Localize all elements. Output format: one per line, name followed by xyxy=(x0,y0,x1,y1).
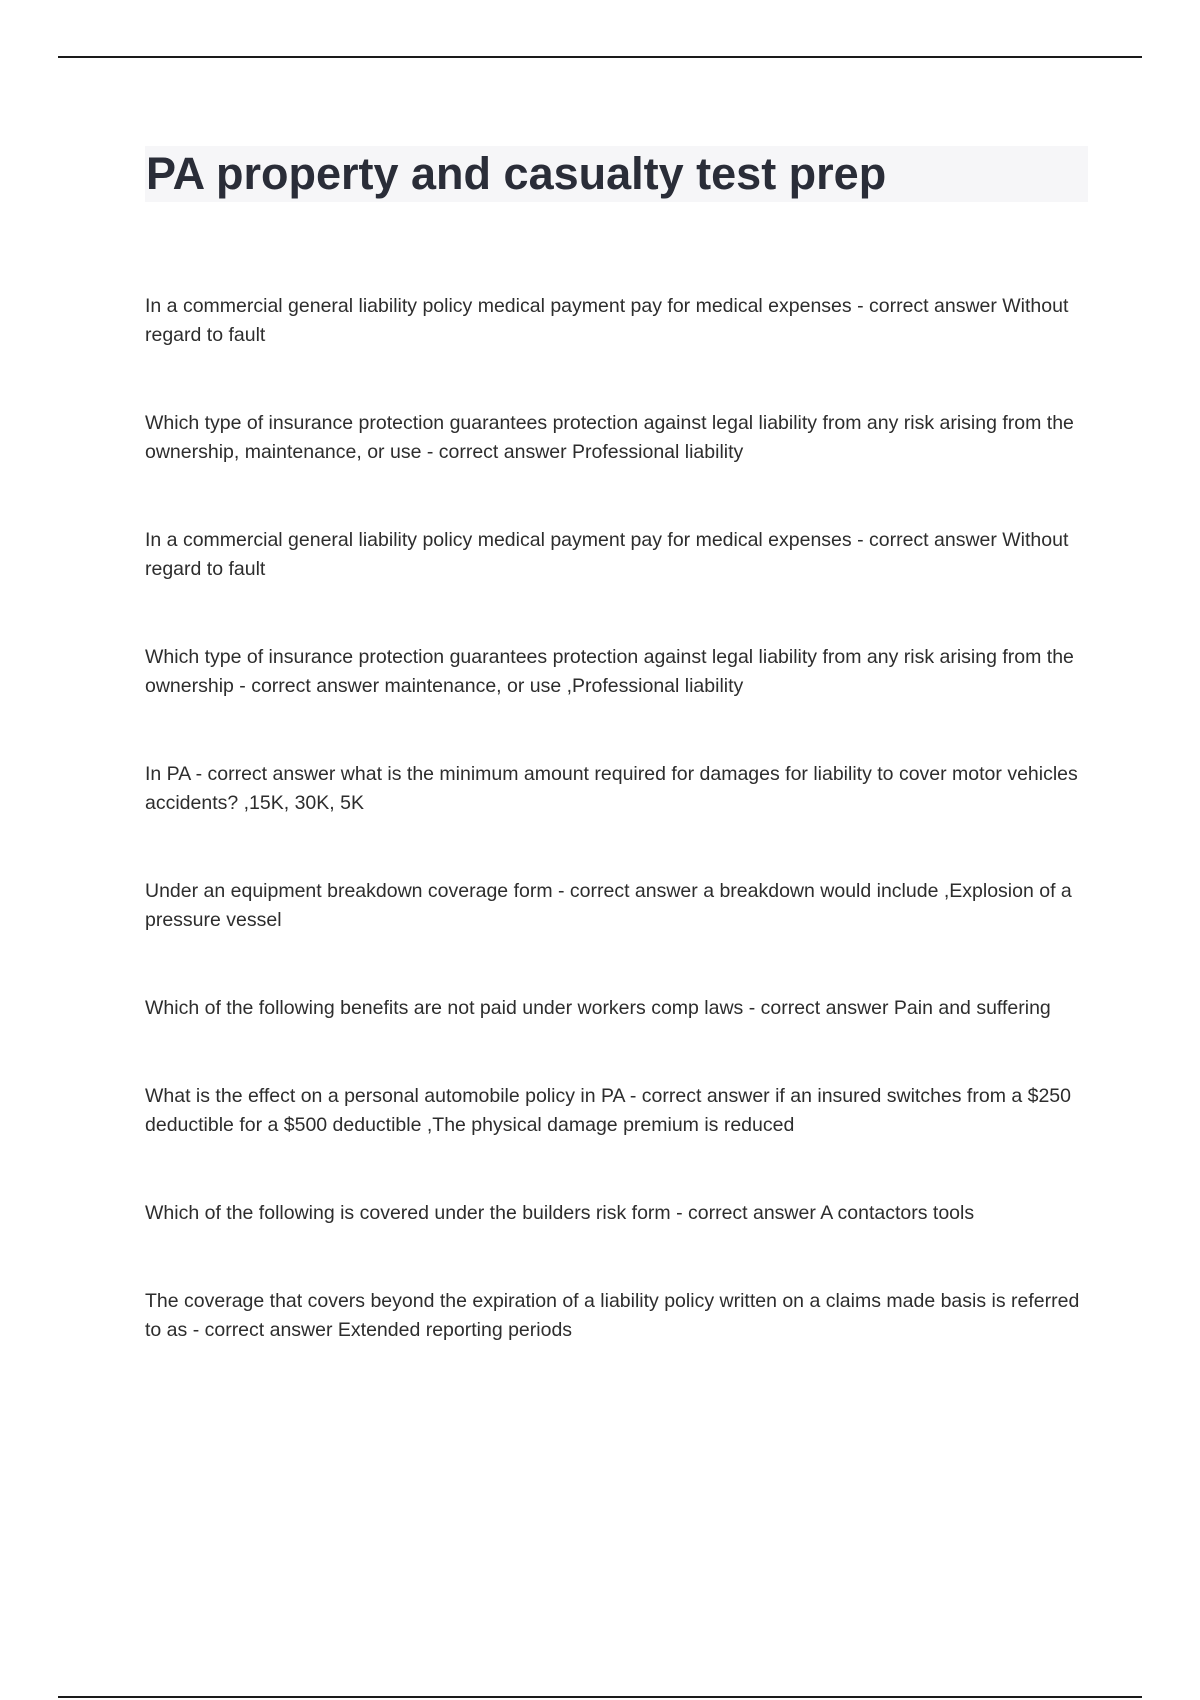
question-item-3: In a commercial general liability policy medical payment pay for medical expenses - correct answer Without regard to fault xyxy=(145,529,1069,580)
question-item-8: What is the effect on a personal automobile policy in PA - correct answer if an insured switches from a $250 deductible for a $500 deductible ,The physical damage premium is reduced xyxy=(145,1085,1071,1136)
question-item-4: Which type of insurance protection guarantees protection against legal liability from any risk arising from the ownership - correct answer maintenance, or use ,Professional liability xyxy=(145,646,1074,697)
question-list xyxy=(145,292,1095,1404)
bottom-rule xyxy=(58,1696,1142,1698)
question-item-7: Which of the following benefits are not paid under workers comp laws - correct answer Pain and suffering xyxy=(145,997,1051,1019)
question-item-2: Which type of insurance protection guarantees protection against legal liability from any risk arising from the ownership, maintenance, or use - correct answer Professional liability xyxy=(145,412,1074,463)
page-title: PA property and casualty test prep xyxy=(146,148,887,199)
question-item-6: Under an equipment breakdown coverage form - correct answer a breakdown would include ,Explosion of a pressure vessel xyxy=(145,880,1072,931)
question-item-10: The coverage that covers beyond the expiration of a liability policy written on a claims made basis is referred to as - correct answer Extended reporting periods xyxy=(145,1290,1080,1341)
question-item-5: In PA - correct answer what is the minimum amount required for damages for liability to cover motor vehicles accidents? ,15K, 30K, 5K xyxy=(145,763,1078,814)
question-item-1: In a commercial general liability policy medical payment pay for medical expenses - correct answer Without regard to fault xyxy=(145,295,1069,346)
question-item-9: Which of the following is covered under the builders risk form - correct answer A contactors tools xyxy=(145,1202,975,1224)
top-rule xyxy=(58,56,1142,58)
